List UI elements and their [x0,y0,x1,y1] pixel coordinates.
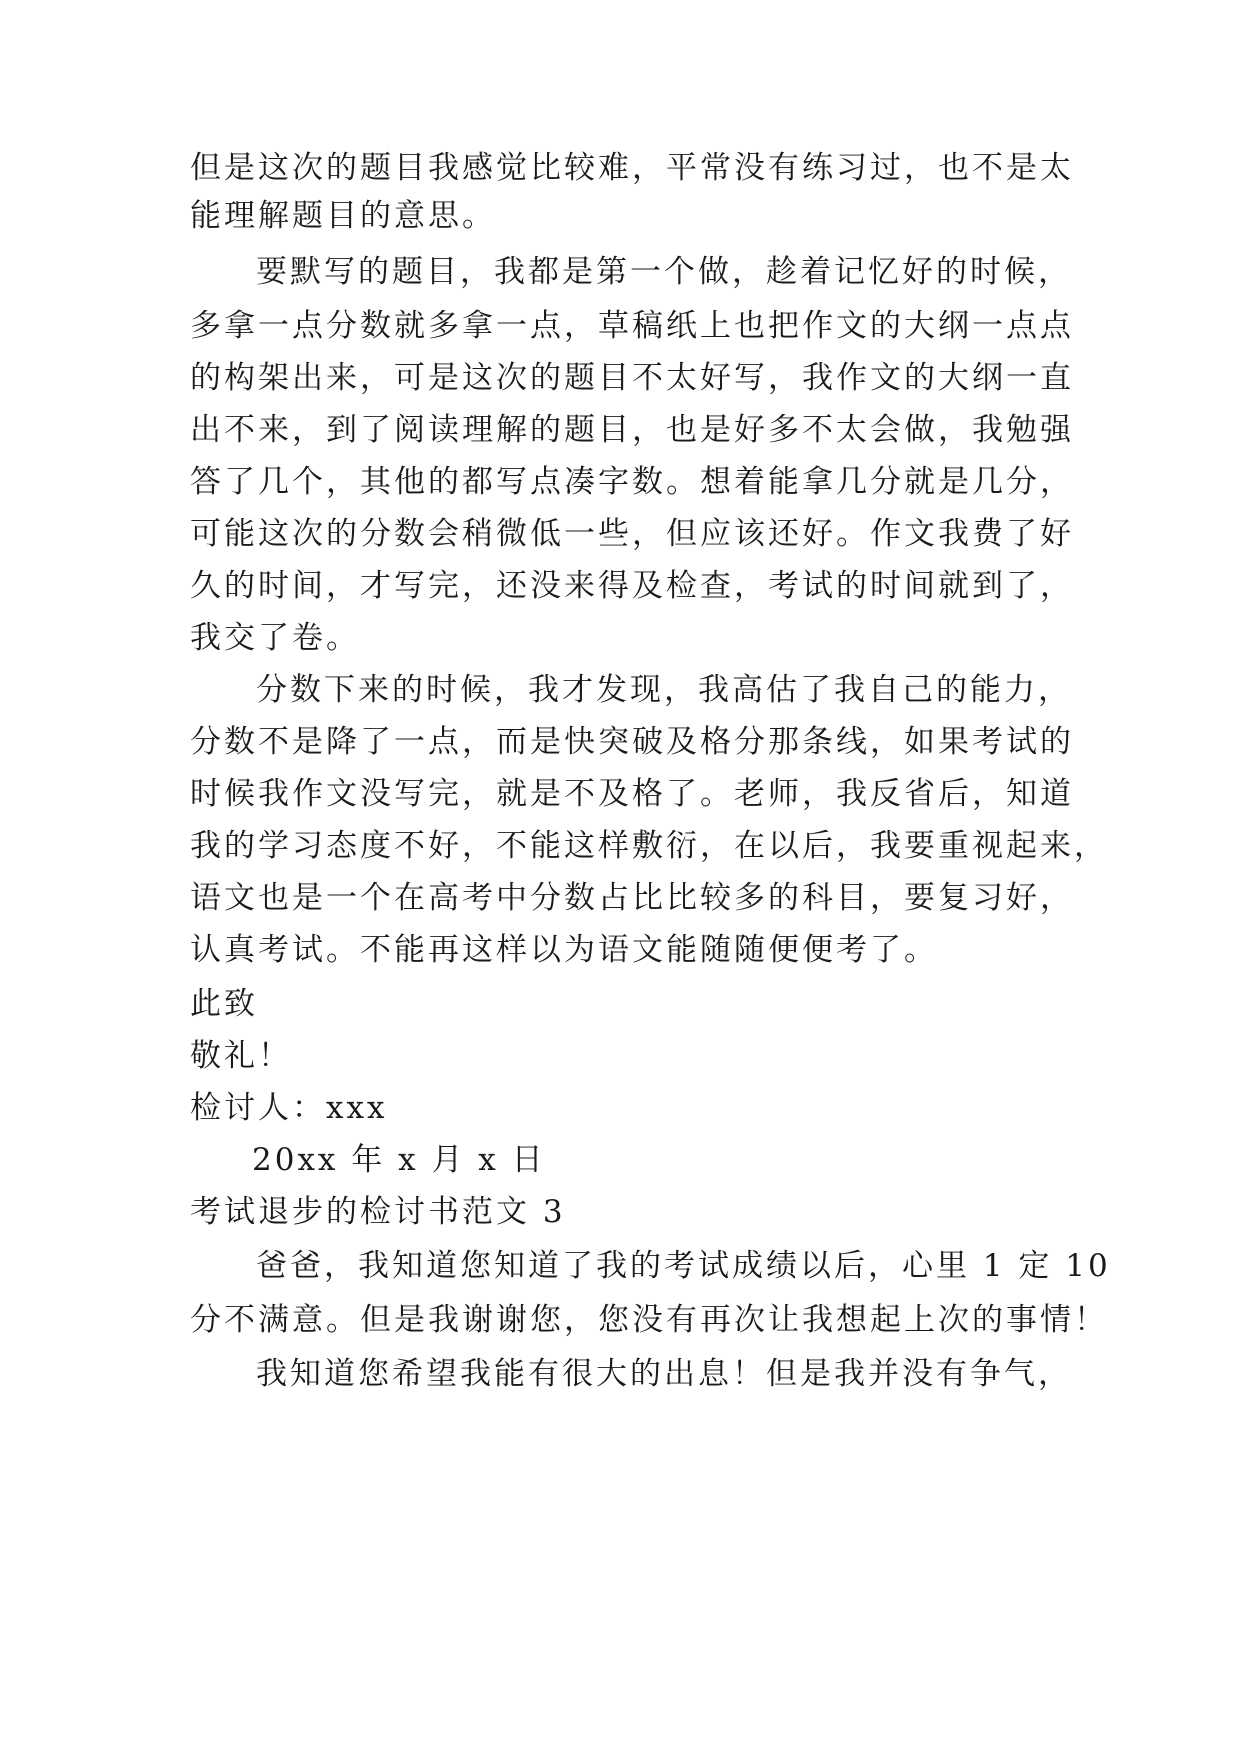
text-line-13: 时候我作文没写完，就是不及格了。老师，我反省后，知道 [190,776,1074,812]
signature-line: 检讨人：xxx [190,1090,388,1126]
text-line-23: 分不满意。但是我谢谢您，您没有再次让我想起上次的事情！ [190,1302,1108,1338]
text-line-5: 的构架出来，可是这次的题目不太好写，我作文的大纲一直 [190,360,1074,396]
text-line-8: 可能这次的分数会稍微低一些，但应该还好。作文我费了好 [190,516,1074,552]
date-line: 20xx 年 x 月 x 日 [252,1142,546,1178]
paragraph-start: 爸爸，我知道您知道了我的考试成绩以后，心里 1 定 10 [256,1248,1111,1284]
paragraph-start: 要默写的题目，我都是第一个做，趁着记忆好的时候， [256,254,1072,290]
text-line-6: 出不来，到了阅读理解的题目，也是好多不太会做，我勉强 [190,412,1074,448]
section-heading: 考试退步的检讨书范文 3 [190,1194,566,1230]
salutation-line: 敬礼！ [190,1038,292,1074]
text-line-7: 答了几个，其他的都写点凑字数。想着能拿几分就是几分， [190,464,1074,500]
text-line-2: 能理解题目的意思。 [190,198,496,234]
salutation-line: 此致 [190,986,258,1022]
paragraph-start: 我知道您希望我能有很大的出息！但是我并没有争气， [256,1356,1072,1392]
text-line-15: 语文也是一个在高考中分数占比比较多的科目，要复习好， [190,880,1074,916]
text-line-16: 认真考试。不能再这样以为语文能随随便便考了。 [190,932,938,968]
text-line-4: 多拿一点分数就多拿一点，草稿纸上也把作文的大纲一点点 [190,308,1074,344]
text-line-1: 但是这次的题目我感觉比较难，平常没有练习过，也不是太 [190,150,1074,186]
text-line-14: 我的学习态度不好，不能这样敷衍，在以后，我要重视起来， [190,828,1108,864]
paragraph-start: 分数下来的时候，我才发现，我高估了我自己的能力， [256,672,1072,708]
text-line-12: 分数不是降了一点，而是快突破及格分那条线，如果考试的 [190,724,1074,760]
text-line-10: 我交了卷。 [190,620,360,656]
text-line-9: 久的时间，才写完，还没来得及检查，考试的时间就到了， [190,568,1074,604]
